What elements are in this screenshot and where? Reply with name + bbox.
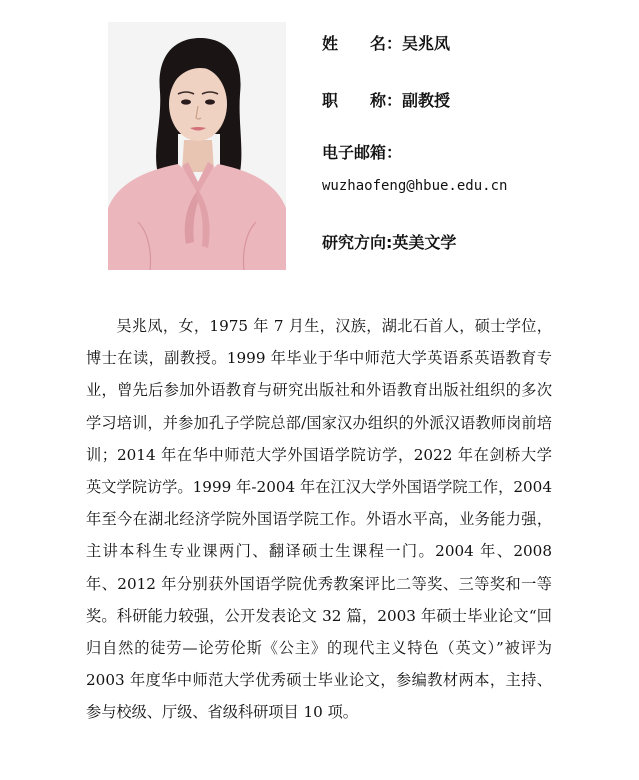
email-label: 电子邮箱： bbox=[322, 143, 403, 162]
title-line bbox=[322, 91, 450, 111]
name-label: 姓 名： bbox=[322, 34, 403, 53]
bio-paragraph: 吴兆凤，女，1975 年 7 月生，汉族，湖北石首人，硕士学位，博士在读，副教授。1999 年毕业于华中师范大学英语系英语教育专业，曾先后参加外语教育与研究出版社和外语教育出版社组织的多次学习培训，并参加孔子学院总部/国家汉办组织的外派汉语教师岗前培训；2014 年在华中师范大学外国语学院访学，2022 年在剑桥大学英文学院访学。1999 年-2004 年在江汉大学外国语学院工作，2004 年至今在湖北经济学院外国语学院工作。外语水平高，业务能力强，主讲本科生专业课两门、翻译硕士生课程一门。2004 年、2008 年、2012 年分别获外国语学院优秀教案评比二等奖、三等奖和一等奖。科研能力较强，公开发表论文 32 篇，2003 年硕士毕业论文“回归自然的徒劳—论劳伦斯《公主》的现代主义特色（英文）”被评为 2003 年度华中师范大学优秀硕士毕业论文，参编教材两本，主持、参与校级、厅级、省级科研项目 10 项。 bbox=[86, 317, 552, 722]
research-line bbox=[322, 233, 456, 253]
name-value: 吴兆凤 bbox=[402, 34, 451, 53]
profile-photo bbox=[108, 22, 286, 270]
title-label: 职 称： bbox=[322, 91, 403, 110]
research-label: 研究方向: bbox=[322, 233, 393, 252]
name-line bbox=[322, 34, 450, 54]
research-value: 英美文学 bbox=[392, 233, 457, 252]
title-value: 副教授 bbox=[402, 91, 451, 110]
email-value[interactable]: wuzhaofeng@hbue.edu.cn bbox=[322, 178, 508, 194]
